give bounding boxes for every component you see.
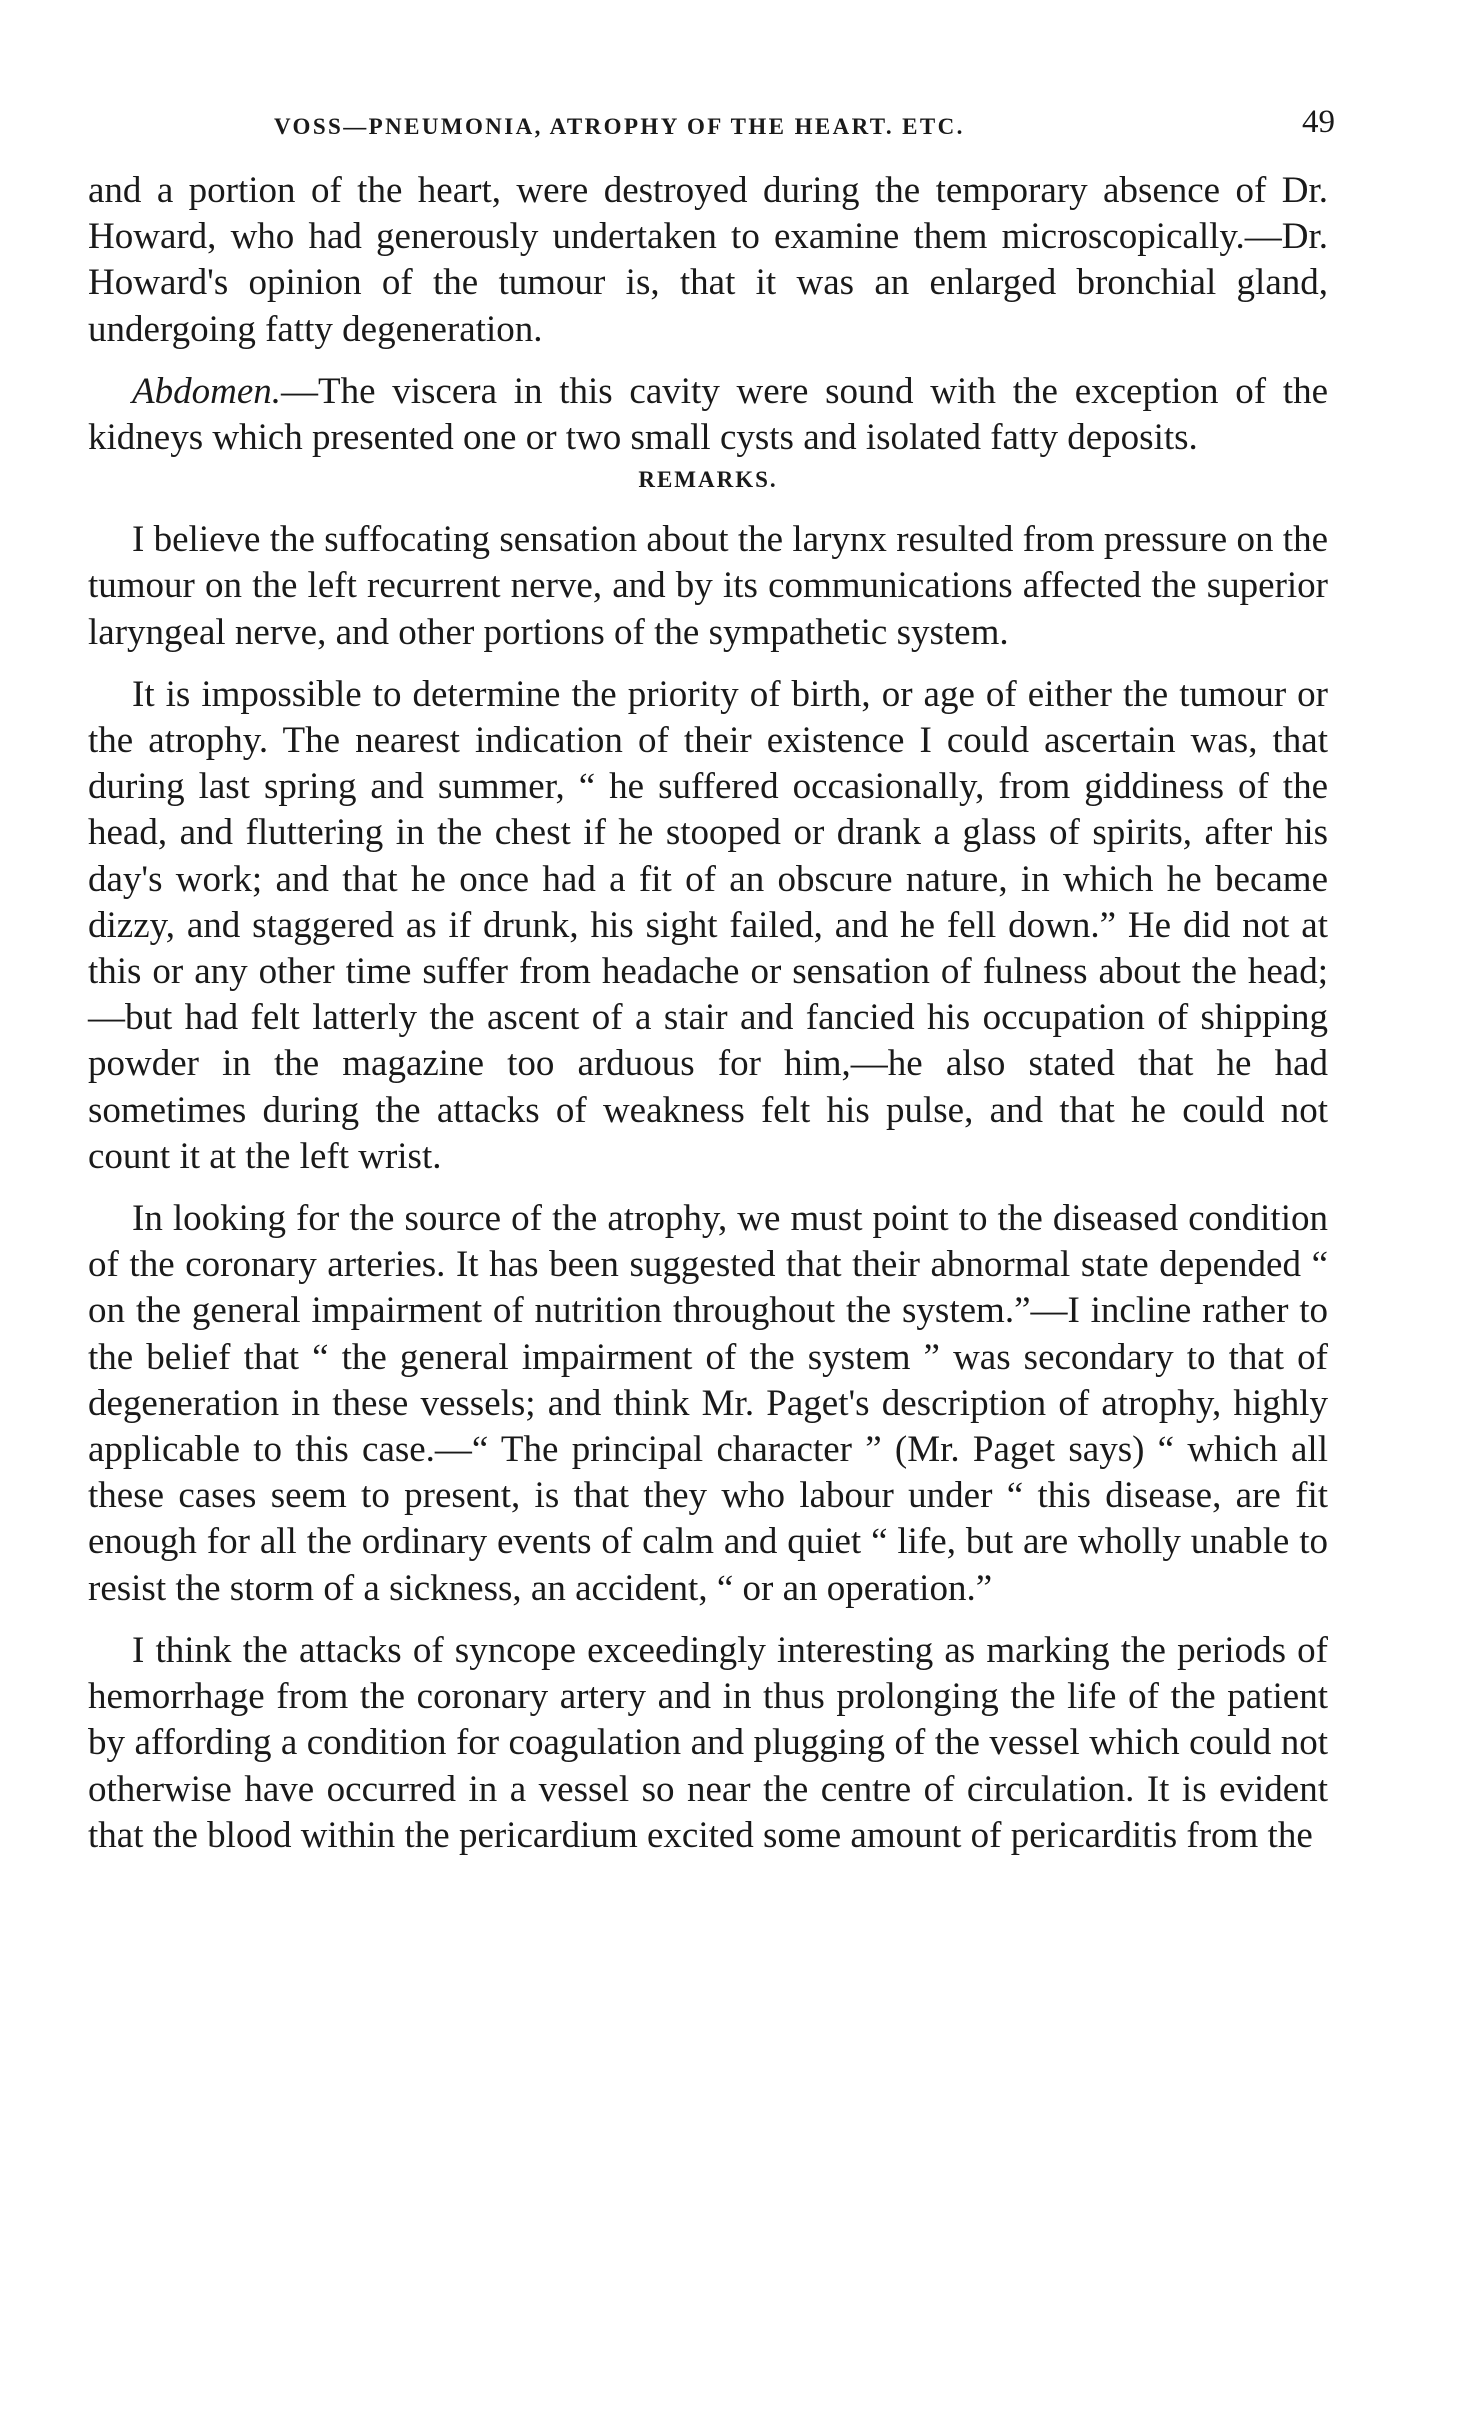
page-number: 49 <box>1302 104 1335 140</box>
running-header <box>88 100 1335 150</box>
paragraph-atrophy-source: In looking for the source of the atrophy, we must point to the diseased condition of the coronary arteries. It has been suggested that their abnormal state depended “ on the general impairment of nutrition throughout the system.”—I incline rather to the belief that “ the general impairment of the system ” was secondary to that of degeneration in these vessels; and think Mr. Paget's description of atrophy, highly applicable to this case.—“ The principal character ” (Mr. Paget says) “ which all these cases seem to present, is that they who labour under “ this disease, are fit enough for all the ordinary events of calm and quiet “ life, but are wholly unable to resist the storm of a sickness, an accident, “ or an operation.” <box>88 1198 1328 1609</box>
running-title: VOSS—PNEUMONIA, ATROPHY OF THE HEART. ETC. <box>274 114 965 139</box>
paragraph-syncope: I think the attacks of syncope exceedingly interesting as marking the periods of hemorrhage from the coronary artery and in thus prolonging the life of the patient by affording a condition for coagulation and plugging of the vessel which could not otherwise have occurred in a vessel so near the centre of circulation. It is evident that the blood within the pericardium excited some amount of pericarditis from the <box>88 1629 1328 1856</box>
paragraph-priority: It is impossible to determine the priority of birth, or age of either the tumour or the atrophy. The nearest indication of their existence I could ascertain was, that during last spring and summer, “ he suffered occasionally, from giddiness of the head, and fluttering in the chest if he stooped or drank a glass of spirits, after his day's work; and that he once had a fit of an obscure nature, in which he became dizzy, and staggered as if drunk, his sight failed, and he fell down.” He did not at this or any other time suffer from headache or sensation of fulness about the head;—but had felt latterly the ascent of a stair and fancied his occupation of shipping powder in the magazine too arduous for him,—he also stated that he had sometimes during the attacks of weakness felt his pulse, and that he could not count it at the left wrist. <box>88 673 1328 1177</box>
abdomen-lead: Abdomen. <box>132 370 281 412</box>
page <box>88 100 1335 1859</box>
paragraph-abdomen <box>88 369 1328 461</box>
remarks-heading: REMARKS. <box>638 467 778 493</box>
abdomen-text: —The viscera in this cavity were sound with the exception of the kidneys which presented one or two small cysts and isolated fatty deposits. <box>88 370 1328 459</box>
paragraph-larynx: I believe the suffocating sensation about the larynx resulted from pressure on the tumour on the left recurrent nerve, and by its communications affected the superior laryngeal nerve, and other portions of the sympathetic system. <box>88 519 1328 653</box>
paragraph-tumour-opinion: and a portion of the heart, were destroyed during the temporary absence of Dr. Howard, who had generously undertaken to examine them microscopically.—Dr. Howard's opinion of the tumour is, that it was an enlarged bronchial gland, undergoing fatty degeneration. <box>88 170 1328 350</box>
